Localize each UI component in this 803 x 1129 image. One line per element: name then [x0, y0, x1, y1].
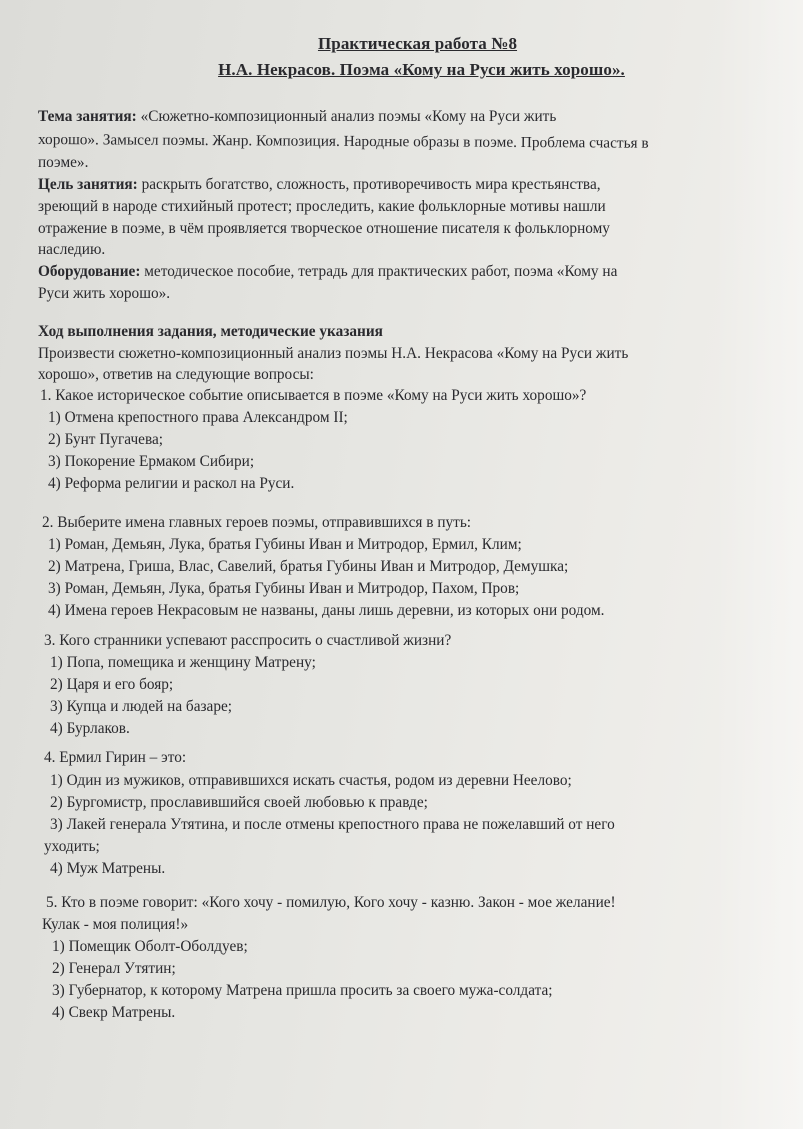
question-4-option-2: 2) Бургомистр, прославившийся своей любовью к правде; [50, 794, 428, 811]
document-title: Практическая работа №8 [317, 34, 518, 53]
question-5-text-cont: Кулак - моя полиция!» [42, 916, 189, 933]
question-5-option-2: 2) Генерал Утятин; [52, 960, 176, 977]
topic-label: Тема занятия: [38, 108, 137, 125]
instructions-line-2: хорошо», ответив на следующие вопросы: [38, 366, 314, 383]
question-3-option-1: 1) Попа, помещика и женщину Матрену; [50, 654, 316, 671]
question-5-option-3: 3) Губернатор, к которому Матрена пришла просить за своего мужа-солдата; [52, 982, 553, 999]
topic-line-2: хорошо». Замысел поэмы. Жанр. Композиция. Народные образы в поэме. Проблема счастья в [37, 131, 649, 152]
question-4-option-1: 1) Один из мужиков, отправившихся искать счастья, родом из деревни Неелово; [50, 772, 572, 789]
question-2-option-1: 1) Роман, Демьян, Лука, братья Губины Иван и Митродор, Ермил, Клим; [48, 536, 522, 553]
goal-line-3: отражение в поэме, в чём проявляется творческое отношение писателя к фольклорному [38, 220, 610, 237]
instructions-line-1: Произвести сюжетно-композиционный анализ поэмы Н.А. Некрасова «Кому на Руси жить [38, 345, 629, 362]
question-5-text: 5. Кто в поэме говорит: «Кого хочу - помилую, Кого хочу - казню. Закон - мое желание! [46, 894, 616, 911]
question-4-option-3-cont: уходить; [44, 838, 100, 855]
equipment-label: Оборудование: [38, 263, 141, 280]
equipment-line-2: Руси жить хорошо». [38, 285, 171, 302]
question-4-option-4: 4) Муж Матрены. [50, 860, 166, 877]
topic-line-1 [38, 107, 556, 127]
question-4-text: 4. Ермил Гирин – это: [44, 749, 187, 766]
question-3-option-4: 4) Бурлаков. [50, 720, 130, 737]
question-2-option-4: 4) Имена героев Некрасовым не названы, даны лишь деревни, из которых они родом. [48, 602, 605, 619]
question-1-option-3: 3) Покорение Ермаком Сибири; [48, 453, 255, 470]
goal-text-1: раскрыть богатство, сложность, противоречивость мира крестьянства, [141, 176, 601, 193]
light-glare [713, 0, 803, 1129]
equipment-line-1 [38, 262, 617, 282]
question-5-option-1: 1) Помещик Оболт-Оболдуев; [52, 938, 248, 955]
question-3-text: 3. Кого странники успевают расспросить о счастливой жизни? [44, 632, 452, 649]
question-5-option-4: 4) Свекр Матрены. [52, 1004, 176, 1021]
question-1-option-1: 1) Отмена крепостного права Александром II; [48, 409, 348, 426]
question-4-option-3: 3) Лакей генерала Утятина, и после отмены крепостного права не пожелавший от него [50, 816, 615, 833]
question-2-option-3: 3) Роман, Демьян, Лука, братья Губины Иван и Митродор, Пахом, Пров; [48, 580, 520, 597]
goal-line-4: наследию. [38, 241, 106, 258]
goal-line-1 [38, 175, 601, 195]
topic-text-1: «Сюжетно-композиционный анализ поэмы «Кому на Руси жить [140, 108, 557, 125]
topic-line-3: поэме». [38, 154, 89, 171]
equipment-text-1: методическое пособие, тетрадь для практических работ, поэма «Кому на [144, 263, 618, 280]
question-2-option-2: 2) Матрена, Гриша, Влас, Савелий, братья Губины Иван и Митродор, Демушка; [48, 558, 569, 575]
question-1-option-4: 4) Реформа религии и раскол на Руси. [48, 475, 295, 492]
goal-line-2: зреющий в народе стихийный протест; проследить, какие фольклорные мотивы нашли [38, 198, 606, 215]
document-subtitle: Н.А. Некрасов. Поэма «Кому на Руси жить хорошо». [218, 60, 625, 79]
question-1-text: 1. Какое историческое событие описывается в поэме «Кому на Руси жить хорошо»? [40, 387, 587, 404]
question-3-option-3: 3) Купца и людей на базаре; [50, 698, 233, 715]
question-1-option-2: 2) Бунт Пугачева; [48, 431, 164, 448]
goal-label: Цель занятия: [38, 176, 138, 193]
question-3-option-2: 2) Царя и его бояр; [50, 676, 174, 693]
question-2-text: 2. Выберите имена главных героев поэмы, отправившихся в путь: [42, 514, 472, 531]
instructions-heading: Ход выполнения задания, методические указания [38, 323, 383, 340]
